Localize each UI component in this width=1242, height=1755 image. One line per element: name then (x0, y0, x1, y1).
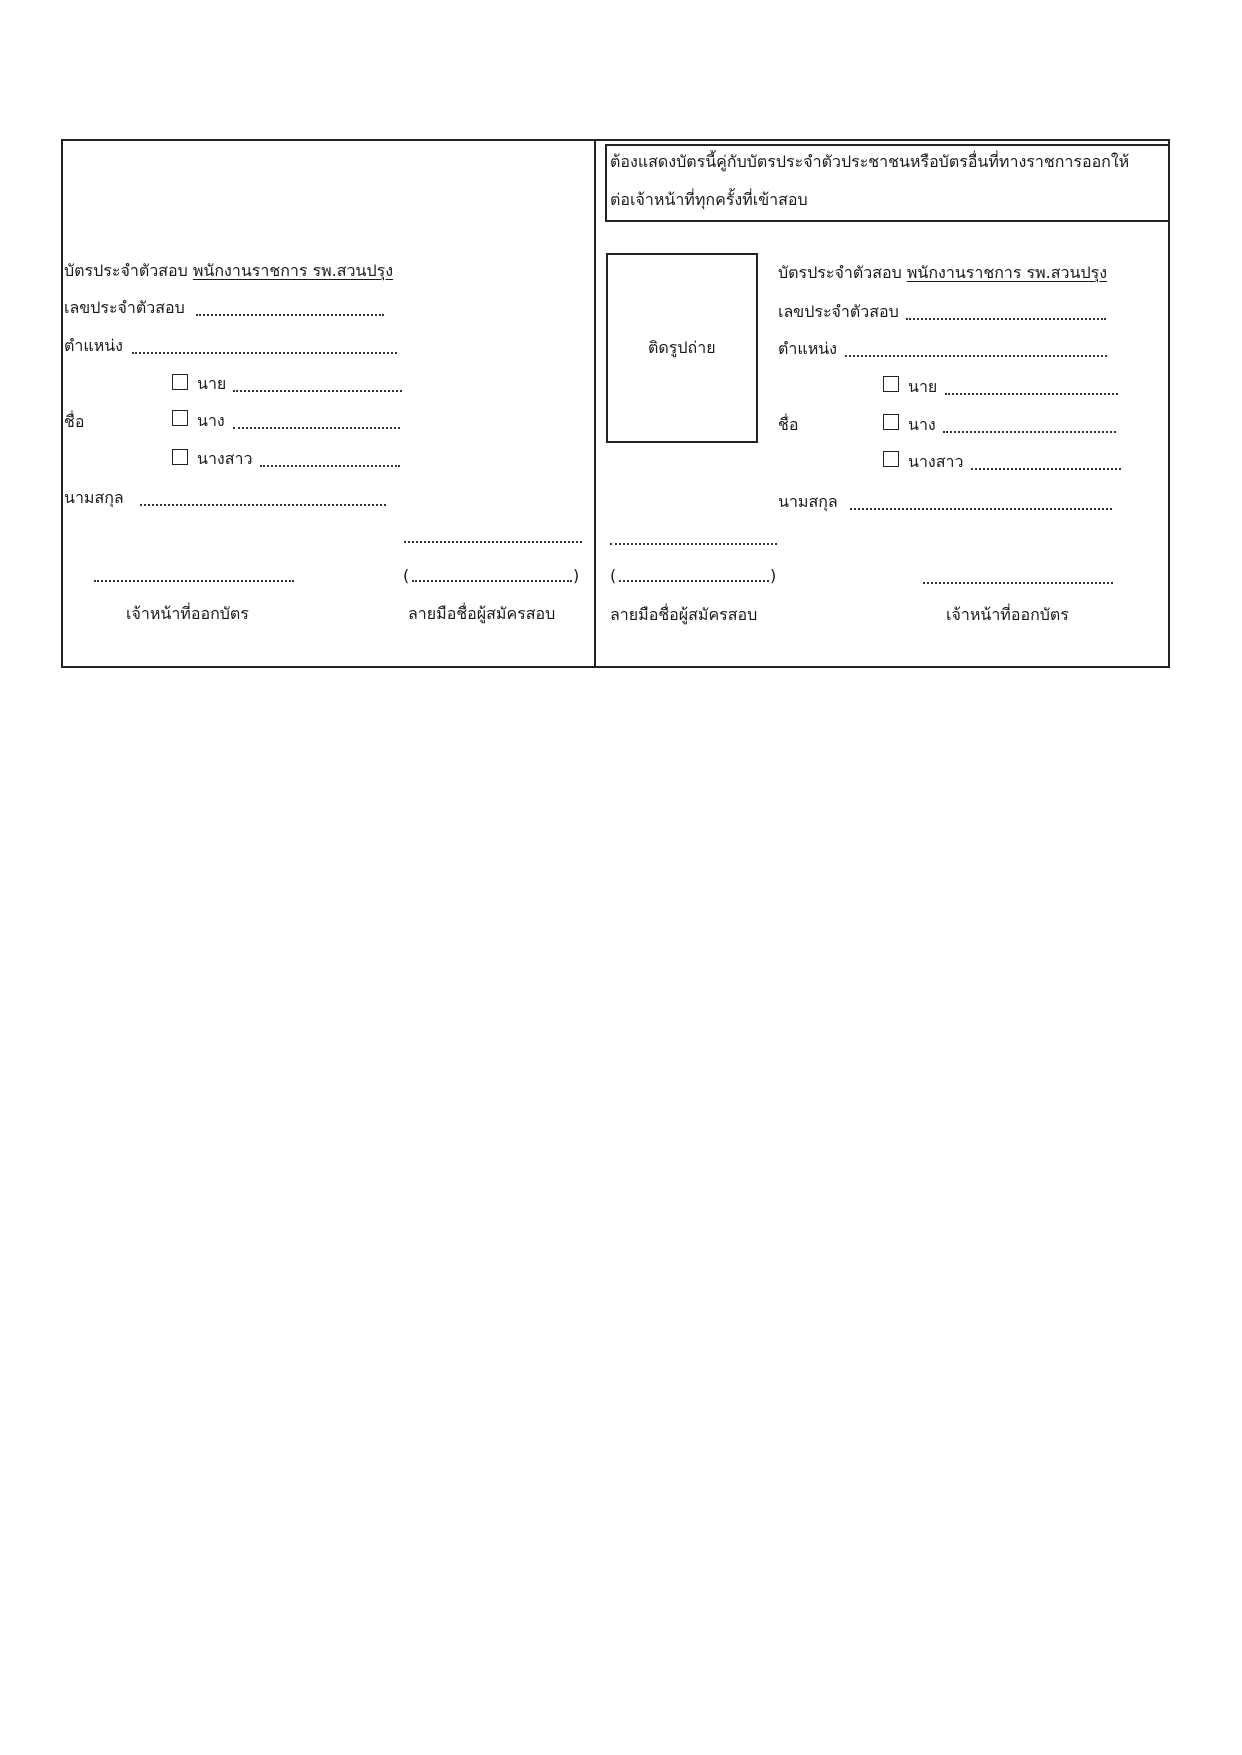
right-applicant-sign-line[interactable] (610, 543, 777, 545)
card-fold-divider (594, 139, 596, 668)
left-prefix-mrs: นาง (197, 411, 225, 430)
left-exam-no-label: เลขประจำตัวสอบ (64, 298, 185, 317)
right-checkbox-miss[interactable] (883, 451, 899, 467)
left-name-miss-field[interactable] (260, 465, 400, 467)
right-applicant-name-field[interactable] (619, 580, 769, 582)
right-officer-sign-line[interactable] (923, 582, 1113, 584)
right-officer-label: เจ้าหน้าที่ออกบัตร (946, 605, 1069, 624)
right-checkbox-mrs[interactable] (883, 414, 899, 430)
left-surname-label: นามสกุล (64, 488, 124, 507)
right-position-label: ตำแหน่ง (778, 339, 837, 358)
right-exam-no-field[interactable] (906, 318, 1106, 320)
notice-line-1: ต้องแสดงบัตรนี้คู่กับบัตรประจำตัวประชาชนหรือบัตรอื่นที่ทางราชการออกให้ (610, 152, 1130, 171)
left-applicant-sign-line[interactable] (404, 541, 582, 543)
left-applicant-sign-label: ลายมือชื่อผู้สมัครสอบ (408, 604, 556, 623)
right-position-field[interactable] (845, 355, 1107, 357)
right-name-mr-field[interactable] (945, 393, 1118, 395)
right-prefix-mr: นาย (908, 377, 938, 396)
right-surname-label: นามสกุล (778, 492, 838, 511)
left-title-prefix: บัตรประจำตัวสอบ (64, 261, 188, 280)
right-name-label: ชื่อ (778, 415, 799, 434)
left-checkbox-mr[interactable] (172, 374, 188, 390)
left-prefix-mr: นาย (197, 374, 227, 393)
notice-line-2: ต่อเจ้าหน้าที่ทุกครั้งที่เข้าสอบ (610, 190, 808, 209)
left-position-label: ตำแหน่ง (64, 336, 123, 355)
right-paren-open: ( (610, 566, 617, 585)
right-title-prefix: บัตรประจำตัวสอบ (778, 263, 902, 282)
left-checkbox-miss[interactable] (172, 449, 188, 465)
right-surname-field[interactable] (850, 508, 1112, 510)
right-card-title (778, 263, 1107, 283)
right-exam-no-label: เลขประจำตัวสอบ (778, 302, 899, 321)
left-paren-open: ( (403, 566, 410, 585)
left-prefix-miss: นางสาว (197, 449, 253, 468)
right-name-miss-field[interactable] (971, 468, 1121, 470)
left-officer-sign-line[interactable] (94, 580, 294, 582)
left-name-mr-field[interactable] (233, 390, 402, 392)
left-exam-no-field[interactable] (196, 314, 384, 316)
left-name-mrs-field[interactable] (233, 427, 400, 429)
right-prefix-miss: นางสาว (908, 452, 964, 471)
left-officer-label: เจ้าหน้าที่ออกบัตร (126, 604, 249, 623)
right-checkbox-mr[interactable] (883, 376, 899, 392)
left-applicant-name-field[interactable] (412, 580, 572, 582)
left-paren-close: ) (573, 566, 580, 585)
left-card-title (64, 261, 393, 281)
right-applicant-sign-label: ลายมือชื่อผู้สมัครสอบ (610, 605, 758, 624)
left-name-label: ชื่อ (64, 412, 85, 431)
right-paren-close: ) (770, 566, 777, 585)
photo-label: ติดรูปถ่าย (648, 338, 716, 357)
left-position-field[interactable] (132, 352, 397, 354)
right-prefix-mrs: นาง (908, 415, 936, 434)
left-checkbox-mrs[interactable] (172, 410, 188, 426)
left-surname-field[interactable] (140, 504, 386, 506)
left-title-org: พนักงานราชการ รพ.สวนปรุง (192, 261, 394, 280)
right-name-mrs-field[interactable] (943, 431, 1116, 433)
right-title-org: พนักงานราชการ รพ.สวนปรุง (906, 263, 1108, 282)
